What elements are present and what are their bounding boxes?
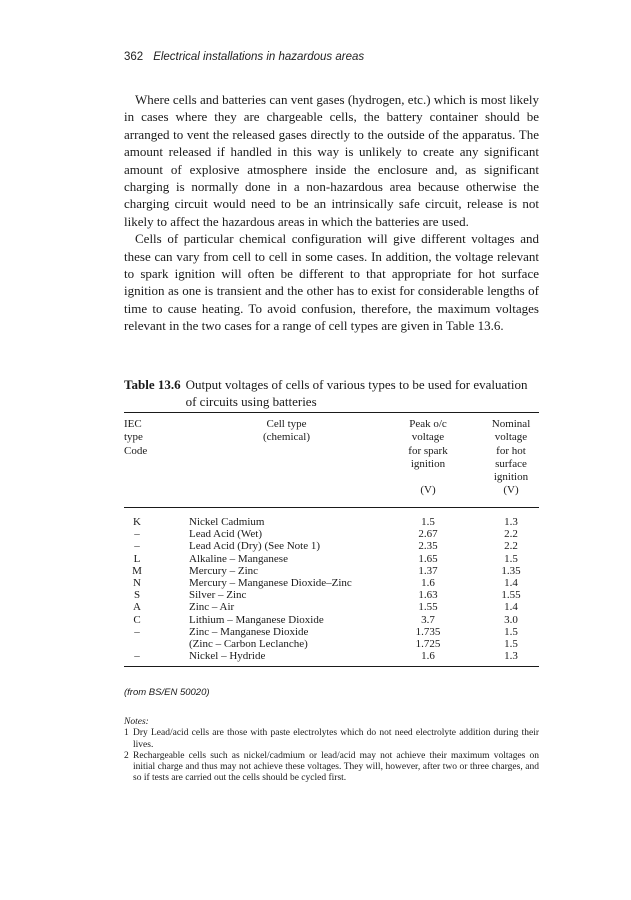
header-nominal xyxy=(481,418,541,498)
cell-nominal: 2.2 xyxy=(504,528,518,541)
table-bottom-rule xyxy=(124,666,539,667)
cell-code: – xyxy=(134,625,140,638)
cell-nominal: 1.3 xyxy=(504,650,518,663)
notes-title: Notes: xyxy=(124,717,149,727)
table-top-rule xyxy=(124,412,539,413)
cell-code: A xyxy=(133,601,141,614)
cell-peak: 1.55 xyxy=(418,601,438,614)
cell-peak: 1.5 xyxy=(421,516,435,528)
running-title: Electrical installations in hazardous areas xyxy=(153,51,365,63)
table-row xyxy=(124,540,539,552)
header-peak-line: Peak o/c xyxy=(409,418,447,430)
cell-code: N xyxy=(133,576,141,589)
body-text xyxy=(124,91,539,335)
note-text: Dry Lead/acid cells are those with paste electrolytes which do not need electrolyte addition during their lives. xyxy=(133,728,539,750)
cell-code: K xyxy=(133,516,141,528)
table-label: Table 13.6 xyxy=(124,377,181,392)
header-iec xyxy=(124,418,150,458)
table-row xyxy=(124,626,539,638)
header-peak-spacer xyxy=(393,471,463,484)
cell-nominal: 1.4 xyxy=(504,601,518,614)
table-row xyxy=(124,650,539,662)
cell-type: Nickel – Hydride xyxy=(189,650,266,663)
notes-block xyxy=(124,717,539,785)
page-number: 362 xyxy=(124,51,144,63)
cell-peak: 2.35 xyxy=(418,540,438,553)
cell-nominal: 1.55 xyxy=(501,589,521,602)
paragraph: Cells of particular chemical configuration will give different voltages and these can vary from cell to cell in some cases. In addition, the voltage relevant to spark ignition will often be different to that appropriate for hot surface ignition as one is transient and the other has to exist for considerable lengths of time to cause heating. To avoid confusion, therefore, the maximum voltages relevant in the two cases for a range of cell types are given in Table 13.6. xyxy=(124,231,539,334)
cell-nominal: 1.5 xyxy=(504,637,518,650)
cell-nominal: 1.3 xyxy=(504,516,518,528)
cell-code: S xyxy=(133,589,141,602)
header-peak-line: ignition xyxy=(410,457,446,470)
cell-type: Alkaline – Manganese xyxy=(189,552,288,565)
running-header xyxy=(124,51,364,63)
cell-peak: 2.67 xyxy=(418,528,438,541)
header-iec-line: type xyxy=(124,431,143,444)
header-peak-unit: (V) xyxy=(420,484,436,497)
cell-code: – xyxy=(134,528,140,541)
table-body xyxy=(124,516,539,662)
cell-nominal: 1.35 xyxy=(501,564,521,577)
cell-nominal: 1.4 xyxy=(504,576,518,589)
table-row xyxy=(124,614,539,626)
header-nominal-line: ignition xyxy=(493,471,529,484)
cell-type: (Zinc – Carbon Leclanche) xyxy=(189,637,308,650)
table-row xyxy=(124,577,539,589)
cell-peak: 3.7 xyxy=(421,613,435,626)
table-row xyxy=(124,589,539,601)
cell-type: Zinc – Manganese Dioxide xyxy=(189,625,309,638)
table-header-rule xyxy=(124,507,539,508)
cell-nominal: 1.5 xyxy=(504,552,518,565)
paragraph: Where cells and batteries can vent gases (hydrogen, etc.) which is most likely in cases where they are chargeable cells, the battery container should be arranged to vent the released gases directly to the outside of the apparatus. The amount released if handled in this way is unlikely to create any significant amount of explosive atmosphere inside the enclosure and, as significant charging is normally done in a non-hazardous area because otherwise the charging circuit would need to be an intrinsically safe circuit, release is not likely to affect the hazardous areas in which the batteries are used. xyxy=(124,92,539,229)
cell-type: Lead Acid (Dry) (See Note 1) xyxy=(189,540,321,553)
note-number: 1 xyxy=(124,728,129,739)
header-peak-line: for spark xyxy=(408,444,448,457)
table-row xyxy=(124,638,539,650)
cell-code: M xyxy=(132,564,142,577)
note-item xyxy=(124,751,539,785)
cell-nominal: 3.0 xyxy=(504,613,518,626)
header-iec-line: IEC xyxy=(124,418,142,430)
cell-peak: 1.6 xyxy=(421,650,435,663)
cell-type: Silver – Zinc xyxy=(189,589,247,602)
header-nominal-line: surface xyxy=(495,457,527,470)
table-row xyxy=(124,553,539,565)
note-text: Rechargeable cells such as nickel/cadmium or lead/acid may not achieve their maximum voltages on initial charge and thus may not achieve these voltages. They will, however, after two or three charges, and so if tests are carried out the cells should be cycled first. xyxy=(133,750,539,784)
header-cell-type xyxy=(224,418,349,445)
header-nominal-line: for hot xyxy=(496,444,526,457)
cell-type: Nickel Cadmium xyxy=(189,516,265,528)
table-row xyxy=(124,528,539,540)
table-row xyxy=(124,601,539,613)
cell-code: – xyxy=(134,650,140,663)
table-row xyxy=(124,565,539,577)
header-peak xyxy=(393,418,463,498)
cell-nominal: 2.2 xyxy=(504,540,518,553)
cell-peak: 1.725 xyxy=(415,637,441,650)
cell-code: L xyxy=(133,552,141,565)
header-peak-line: voltage xyxy=(411,431,445,444)
cell-code: – xyxy=(134,540,140,553)
cell-nominal: 1.5 xyxy=(504,625,518,638)
cell-peak: 1.6 xyxy=(421,576,435,589)
cell-type: Zinc – Air xyxy=(189,601,235,614)
cell-type: Lead Acid (Wet) xyxy=(189,528,263,541)
header-nominal-line: voltage xyxy=(494,431,528,444)
cell-peak: 1.63 xyxy=(418,589,438,602)
cell-peak: 1.37 xyxy=(418,564,438,577)
table-row xyxy=(124,516,539,528)
cell-type: Lithium – Manganese Dioxide xyxy=(189,613,324,626)
header-iec-line: Code xyxy=(124,444,148,457)
header-cell-type-line: (chemical) xyxy=(262,431,311,444)
header-nominal-line: Nominal xyxy=(491,418,531,430)
table-caption xyxy=(124,376,539,410)
cell-type: Mercury – Zinc xyxy=(189,564,259,577)
cell-code: C xyxy=(133,613,141,626)
header-nominal-unit: (V) xyxy=(503,484,519,497)
note-item xyxy=(124,728,539,751)
table-source: (from BS/EN 50020) xyxy=(124,687,210,698)
cell-peak: 1.735 xyxy=(415,625,441,638)
cell-type: Mercury – Manganese Dioxide–Zinc xyxy=(189,576,352,589)
table-header xyxy=(124,418,539,503)
note-number: 2 xyxy=(124,750,129,761)
header-cell-type-line: Cell type xyxy=(266,418,307,430)
cell-peak: 1.65 xyxy=(418,552,438,565)
table-caption-text: Output voltages of cells of various types to be used for evaluation of circuits using batteries xyxy=(185,377,528,409)
